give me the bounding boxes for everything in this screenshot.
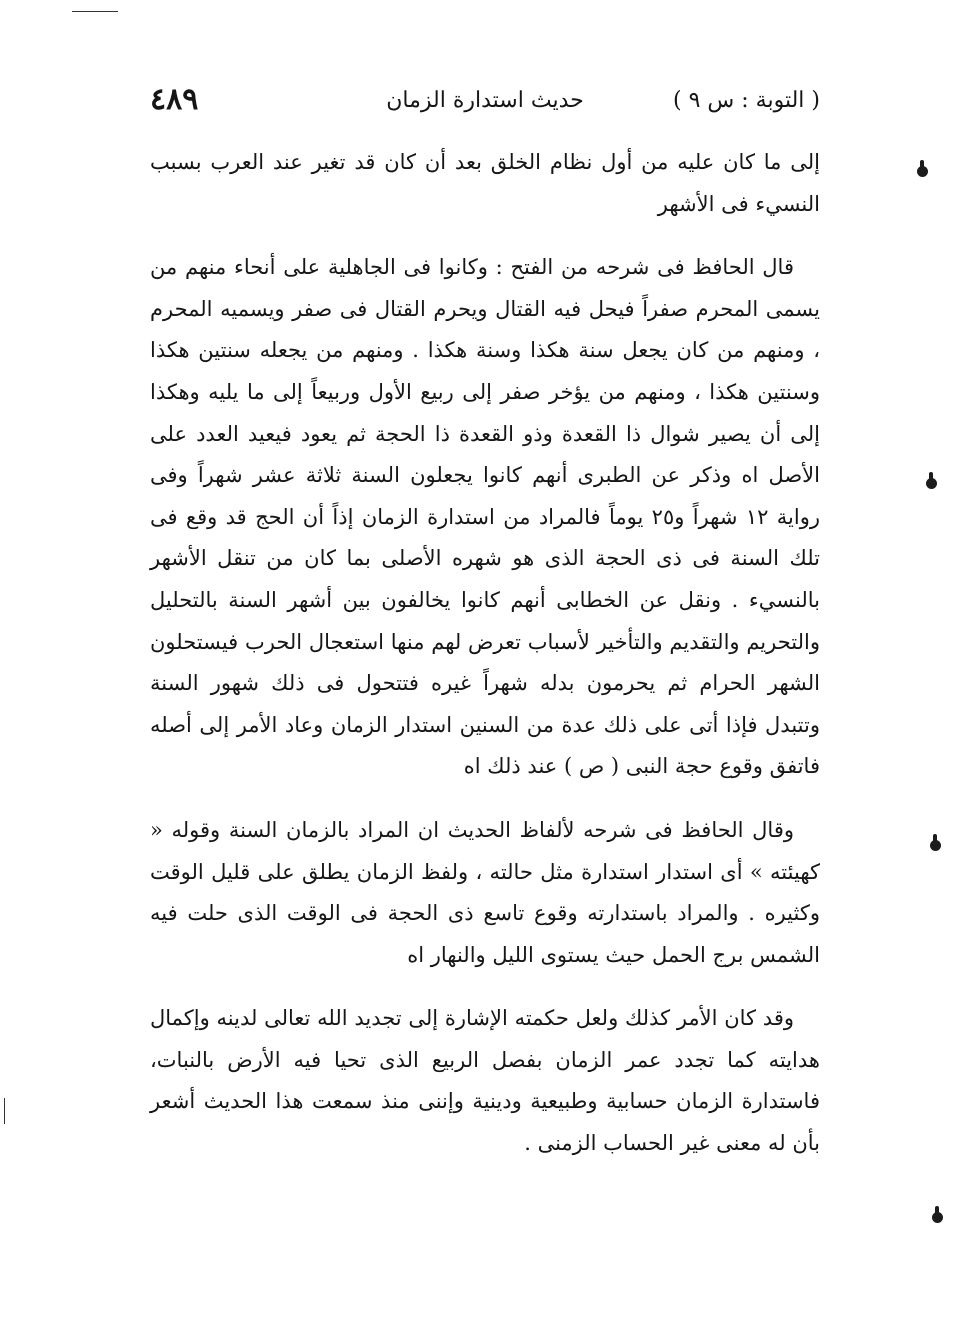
binding-hole-mark [926, 478, 937, 489]
page-number: ٤٨٩ [150, 82, 199, 117]
running-title: حديث استدارة الزمان [386, 88, 584, 113]
binding-hole-mark [930, 840, 941, 851]
paragraph-1: إلى ما كان عليه من أول نظام الخلق بعد أن كان قد تغير عند العرب بسبب النسيء فى الأشهر [150, 150, 820, 216]
paragraph-3: وقال الحافظ فى شرحه لألفاظ الحديث ان المراد بالزمان السنة وقوله « كهيئته » أى استدار استدارة مثل حالته ، ولفظ الزمان يطلق على قليل الوقت وكثيره . والمراد باستدارته وقوع تاسع ذى الحجة فى الوقت الذى حلت فيه الشمس برج الحمل حيث يستوى الليل والنهار اه [150, 817, 820, 967]
scan-edge-mark [4, 1098, 5, 1124]
paragraph-2: قال الحافظ فى شرحه من الفتح : وكانوا فى الجاهلية على أنحاء منهم من يسمى المحرم صفراً فيحل فيه القتال ويحرم القتال فى صفر ويسميه المحرم ، ومنهم من كان يجعل سنة هكذا وسنة هكذا . ومنهم من يجعله سنتين هكذا وسنتين هكذا ، ومنهم من يؤخر صفر إلى ربيع الأول وربيعاً إلى ما يليه وهكذا إلى أن يصير شوال ذا القعدة وذو القعدة ذا الحجة ثم يعود فيعيد العدد على الأصل اه وذكر عن الطبرى أنهم كانوا يجعلون السنة ثلاثة عشر شهراً وفى رواية ١٢ شهراً و٢٥ يوماً فالمراد من استدارة الزمان إذاً أن الحج قد وقع فى تلك السنة فى ذى الحجة الذى هو شهره الأصلى بما كان من تنقل الأشهر بالنسيء . ونقل عن الخطابى أنهم كانوا يخالفون بين أشهر السنة بالتحليل والتحريم والتقديم والتأخير لأسباب تعرض لهم منها استعجال الحرب فيستحلون الشهر الحرام ثم يحرمون بدله شهراً غيره فتتحول فى ذلك شهور السنة وتتبدل فإذا أتى على ذلك عدة من السنين استدار الزمان وعاد الأمر إلى أصله فاتفق وقوع حجة النبى ( ص ) عند ذلك اه [150, 255, 820, 779]
paragraph-4: وقد كان الأمر كذلك ولعل حكمته الإشارة إلى تجديد الله تعالى لدينه وإكمال هدايته كما تجدد عمر الزمان بفصل الربيع الذى تحيا فيه الأرض بالنبات، فاستدارة الزمان حسابية وطبيعية ودينية وإننى منذ سمعت هذا الحديث أشعر بأن له معنى غير الحساب الزمنى . [150, 1006, 820, 1156]
page-header [150, 82, 820, 122]
binding-hole-mark [932, 1212, 943, 1223]
scan-edge-mark [72, 11, 118, 12]
page-body [150, 142, 820, 1165]
binding-hole-mark [917, 166, 928, 177]
surah-reference: ( التوبة : س ٩ ) [673, 88, 820, 113]
